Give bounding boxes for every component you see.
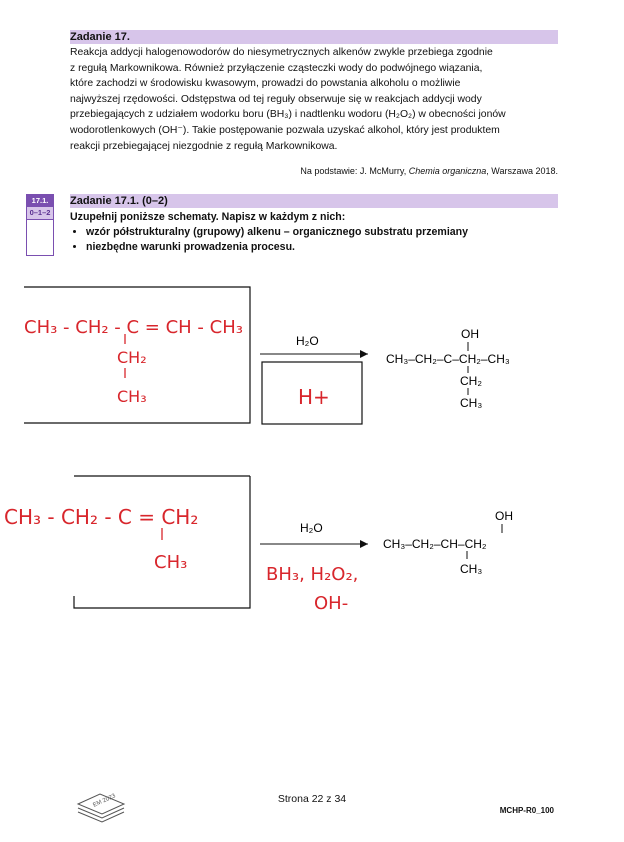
page-number: Strona 22 z 34 — [277, 793, 347, 805]
instruction-bullet: • niezbędne warunki prowadzenia procesu. — [86, 240, 560, 255]
task-number: 17.1. — [27, 195, 53, 207]
intro-line: przebiegających z udziałem wodorku boru (BH₃) i nadtlenku wodoru (H₂O₂) w obecności jonów — [70, 109, 506, 121]
handwritten-branch-1: CH₂ — [117, 348, 147, 367]
substrate-box-2 — [74, 476, 250, 608]
intro-line: które zachodzi w środowisku kwasowym, prowadzi do powstania alkoholu o możliwie — [70, 78, 461, 90]
task-title: Zadanie 17. — [70, 30, 558, 44]
product-1-branch-1: CH₂ — [460, 374, 482, 388]
source-prefix: Na podstawie: J. McMurry, — [300, 166, 409, 176]
exam-code: MCHP-R0_100 — [499, 806, 554, 815]
product-1-oh: OH — [461, 327, 479, 341]
instruction-text: Uzupełnij poniższe schematy. Napisz w każdym z nich: — [70, 211, 346, 223]
points-scale: 0–1–2 — [27, 207, 53, 220]
handwritten-substrate-1: CH₃ - CH₂ - C = CH - CH₃ — [24, 317, 243, 338]
logo-text: EM 2023 — [92, 793, 117, 809]
product-2-oh: OH — [495, 509, 513, 523]
handwritten-condition-2b: OH- — [314, 593, 349, 614]
handwritten-branch-3: CH₃ — [154, 552, 188, 573]
reagent-1: H₂O — [296, 334, 319, 348]
intro-line: Reakcja addycji halogenowodorów do niesymetrycznych alkenów zwykle przebiega zgodnie — [70, 47, 493, 58]
reagent-2: H₂O — [300, 521, 323, 535]
handwritten-condition-2a: BH₃, H₂O₂, — [266, 564, 359, 585]
product-2-branch: CH₃ — [460, 562, 483, 576]
handwritten-substrate-2: CH₃ - CH₂ - C = CH₂ — [4, 505, 199, 529]
handwritten-branch-2: CH₃ — [117, 387, 147, 406]
product-1-branch-2: CH₃ — [460, 396, 483, 410]
product-1-main: CH₃–CH₂–C–CH₂–CH₃ — [386, 352, 510, 366]
product-2-main: CH₃–CH₂–CH–CH₂ — [383, 537, 487, 551]
subtask-title: Zadanie 17.1. (0–2) — [70, 194, 558, 208]
source-title: Chemia organiczna — [408, 166, 487, 176]
handwritten-condition-1: H+ — [298, 385, 330, 409]
arrow-head-2 — [360, 540, 368, 548]
intro-line: reakcji przebiegającej niezgodnie z regułą Markownikowa. — [70, 140, 338, 152]
intro-line: z regułą Markownikowa. Również przyłączenie cząsteczki wody do podwójnego wiązania, — [70, 62, 483, 74]
intro-line: najwyższej rzędowości. Odstępstwa od tej reguły obserwuje się w reakcjach addycji wody — [70, 93, 482, 105]
intro-line: wodorotlenkowych (OH⁻). Takie postępowanie pozwala uzyskać alkohol, który jest produktem — [70, 124, 500, 136]
arrow-head-1 — [360, 350, 368, 358]
source-suffix: , Warszawa 2018. — [486, 166, 558, 176]
instruction-bullet: • wzór półstrukturalny (grupowy) alkenu – organicznego substratu przemiany — [86, 225, 560, 240]
